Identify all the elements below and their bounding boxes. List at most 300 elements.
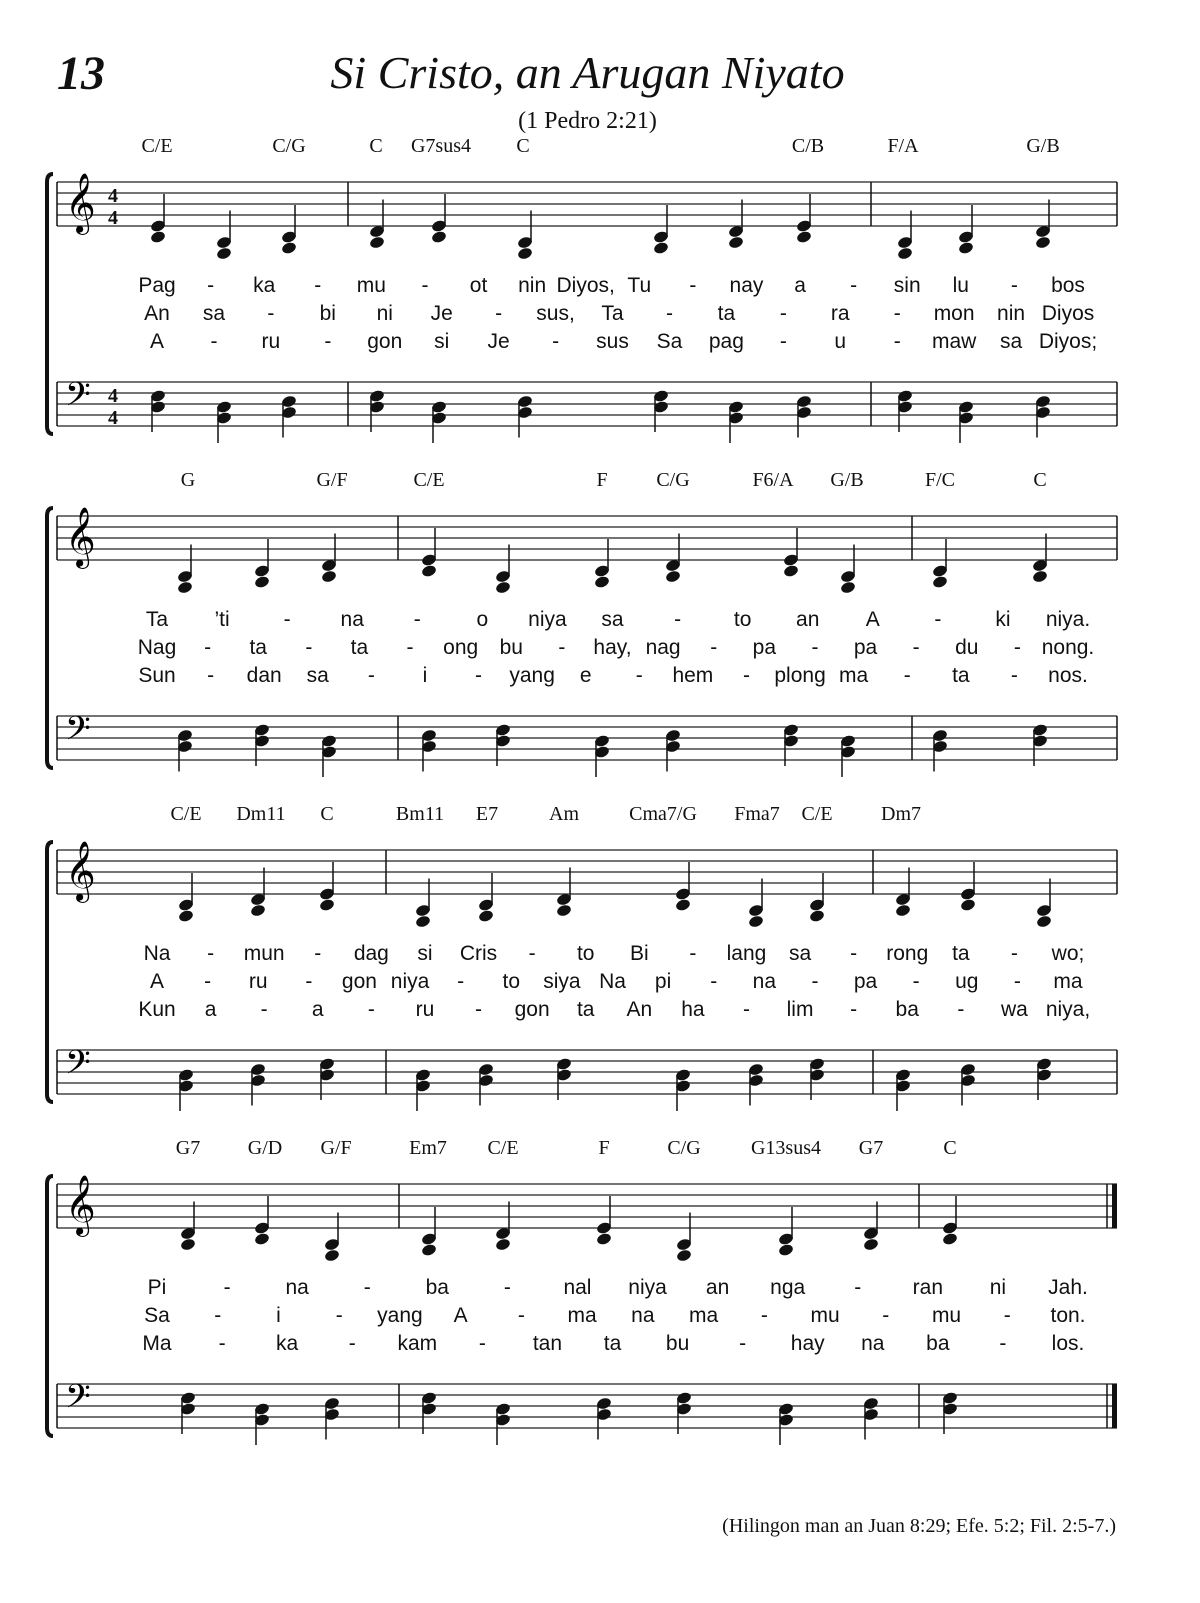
lyric-hyphen: - bbox=[934, 608, 942, 631]
lyric-hyphen: - bbox=[854, 1276, 862, 1299]
lyric-syllable: ka bbox=[253, 274, 276, 297]
lyric-syllable: ru bbox=[415, 998, 435, 1021]
chord-symbol: Em7 bbox=[409, 1137, 447, 1159]
note-head bbox=[478, 909, 495, 923]
lyric-syllable: ma bbox=[689, 1304, 719, 1327]
chord-symbol: F/C bbox=[924, 469, 956, 491]
lyric-syllable: niya. bbox=[1045, 608, 1091, 631]
lyric-hyphen: - bbox=[689, 942, 697, 965]
lyric-syllable: ha bbox=[681, 998, 705, 1021]
lyric-syllable: bu bbox=[665, 1332, 690, 1355]
lyric-syllable: pa bbox=[752, 636, 777, 659]
note-head bbox=[675, 898, 692, 912]
chord-symbol: E7 bbox=[475, 803, 499, 825]
note-head bbox=[254, 575, 271, 589]
lyric-syllable: gon bbox=[514, 998, 550, 1021]
note-head bbox=[942, 1232, 959, 1246]
lyric-hyphen: - bbox=[475, 664, 483, 687]
lyric-syllable: ta bbox=[952, 942, 970, 965]
lyric-syllable: Jah. bbox=[1048, 1276, 1088, 1299]
note-head bbox=[1032, 569, 1049, 583]
note-head bbox=[495, 580, 512, 594]
lyric-syllable: ot bbox=[469, 274, 488, 297]
lyric-syllable: Ta bbox=[601, 302, 624, 325]
chord-symbol: G7sus4 bbox=[410, 135, 472, 157]
lyric-hyphen: - bbox=[207, 274, 215, 297]
lyric-hyphen: - bbox=[893, 302, 901, 325]
note-head bbox=[369, 235, 386, 249]
lyric-syllable: a bbox=[204, 998, 217, 1021]
lyric-syllable: nal bbox=[563, 1276, 592, 1299]
lyric-syllable: Diyos bbox=[1041, 302, 1095, 325]
lyric-syllable: yang bbox=[509, 664, 555, 687]
note-head bbox=[250, 903, 267, 917]
lyric-syllable: Na bbox=[599, 970, 626, 993]
treble-clef-icon: 𝄞 bbox=[65, 175, 96, 232]
lyric-syllable: ta bbox=[717, 302, 736, 325]
lyric-syllable: nay bbox=[729, 274, 764, 297]
lyric-hyphen: - bbox=[207, 664, 215, 687]
system-bracket bbox=[47, 842, 53, 1102]
lyric-hyphen: - bbox=[710, 970, 718, 993]
chord-symbol: C/B bbox=[791, 135, 825, 157]
lyric-syllable: dan bbox=[246, 664, 282, 687]
lyric-syllable: e bbox=[579, 664, 592, 687]
lyric-hyphen: - bbox=[850, 274, 858, 297]
lyric-hyphen: - bbox=[893, 330, 901, 353]
lyric-syllable: Pi bbox=[147, 1276, 167, 1299]
system-bracket bbox=[47, 1176, 53, 1436]
lyric-hyphen: - bbox=[1010, 664, 1018, 687]
lyric-hyphen: - bbox=[811, 636, 819, 659]
lyric-syllable: du bbox=[955, 636, 979, 659]
lyric-syllable: tan bbox=[532, 1332, 563, 1355]
lyric-hyphen: - bbox=[503, 1276, 511, 1299]
lyric-syllable: nin bbox=[518, 274, 547, 297]
note-head bbox=[517, 246, 534, 260]
lyric-syllable: mu bbox=[356, 274, 386, 297]
chord-symbol: G/F bbox=[320, 1137, 352, 1159]
lyric-syllable: siya bbox=[543, 970, 581, 993]
lyric-syllable: Sun bbox=[138, 664, 176, 687]
lyric-syllable: to bbox=[576, 942, 595, 965]
lyric-syllable: sa bbox=[788, 942, 812, 965]
lyric-syllable: hay bbox=[790, 1332, 825, 1355]
lyric-syllable: Sa bbox=[144, 1304, 170, 1327]
note-head bbox=[431, 230, 448, 244]
note-head bbox=[1035, 235, 1052, 249]
lyric-syllable: los. bbox=[1051, 1332, 1085, 1355]
note-head bbox=[748, 914, 765, 928]
lyric-syllable: sus, bbox=[536, 302, 575, 325]
lyric-syllable: pag bbox=[708, 330, 744, 353]
lyric-syllable: ba bbox=[895, 998, 919, 1021]
lyric-syllable: nga bbox=[770, 1276, 806, 1299]
lyric-hyphen: - bbox=[314, 942, 322, 965]
treble-clef-icon: 𝄞 bbox=[65, 1177, 96, 1234]
lyric-syllable: An bbox=[626, 998, 653, 1021]
lyric-hyphen: - bbox=[742, 664, 750, 687]
note-head bbox=[728, 235, 745, 249]
bass-clef-icon: 𝄢 bbox=[65, 1378, 91, 1423]
lyric-hyphen: - bbox=[413, 608, 421, 631]
lyric-hyphen: - bbox=[558, 636, 566, 659]
note-head bbox=[653, 241, 670, 255]
lyric-syllable: lu bbox=[952, 274, 970, 297]
lyric-syllable: nag bbox=[645, 636, 681, 659]
lyric-hyphen: - bbox=[665, 302, 673, 325]
chord-symbol: G7 bbox=[858, 1137, 884, 1159]
note-head bbox=[324, 1248, 341, 1262]
lyric-syllable: ton. bbox=[1050, 1304, 1086, 1327]
lyric-syllable: na bbox=[340, 608, 364, 631]
lyric-hyphen: - bbox=[674, 608, 682, 631]
lyric-syllable: A bbox=[453, 1304, 468, 1327]
lyric-syllable: mon bbox=[933, 302, 975, 325]
lyric-syllable: ta bbox=[603, 1332, 622, 1355]
lyric-syllable: hay, bbox=[593, 636, 632, 659]
note-head bbox=[778, 1243, 795, 1257]
note-head bbox=[321, 569, 338, 583]
lyric-syllable: nos. bbox=[1048, 664, 1088, 687]
note-head bbox=[796, 230, 813, 244]
lyric-hyphen: - bbox=[957, 998, 965, 1021]
lyric-hyphen: - bbox=[267, 302, 275, 325]
lyric-hyphen: - bbox=[367, 664, 375, 687]
lyric-hyphen: - bbox=[552, 330, 560, 353]
lyric-hyphen: - bbox=[335, 1304, 343, 1327]
lyric-hyphen: - bbox=[495, 302, 503, 325]
lyric-hyphen: - bbox=[850, 998, 858, 1021]
lyric-hyphen: - bbox=[457, 970, 465, 993]
bass-clef-icon: 𝄢 bbox=[65, 710, 91, 755]
lyric-syllable: Nag bbox=[137, 636, 177, 659]
lyric-syllable: kam bbox=[397, 1332, 438, 1355]
chord-symbol: G7 bbox=[175, 1137, 201, 1159]
lyric-hyphen: - bbox=[348, 1332, 356, 1355]
lyric-syllable: A bbox=[865, 608, 880, 631]
system-bracket bbox=[47, 508, 53, 768]
lyric-hyphen: - bbox=[283, 608, 291, 631]
lyric-hyphen: - bbox=[305, 970, 313, 993]
lyric-syllable: na bbox=[285, 1276, 309, 1299]
note-head bbox=[216, 246, 233, 260]
note-head bbox=[180, 1237, 197, 1251]
chord-symbol: G/D bbox=[247, 1137, 283, 1159]
chord-symbol: C/E bbox=[801, 803, 833, 825]
chord-symbol: Bm11 bbox=[395, 803, 445, 825]
lyric-hyphen: - bbox=[760, 1304, 768, 1327]
chord-symbol: F bbox=[596, 469, 608, 491]
lyric-syllable: ’ti bbox=[214, 608, 230, 631]
system-bracket bbox=[47, 174, 53, 434]
lyric-syllable: sin bbox=[893, 274, 921, 297]
final-barline-thick bbox=[1112, 1184, 1117, 1228]
lyric-syllable: i bbox=[276, 1304, 281, 1327]
lyric-hyphen: - bbox=[305, 636, 313, 659]
lyric-syllable: sa bbox=[202, 302, 226, 325]
chord-symbol: C/E bbox=[141, 135, 173, 157]
lyric-hyphen: - bbox=[912, 970, 920, 993]
note-head bbox=[178, 909, 195, 923]
lyric-syllable: maw bbox=[931, 330, 977, 353]
lyric-syllable: ni bbox=[989, 1276, 1007, 1299]
time-signature-top: 4 bbox=[108, 385, 118, 407]
note-head bbox=[958, 241, 975, 255]
lyric-syllable: ran bbox=[912, 1276, 944, 1299]
lyric-hyphen: - bbox=[739, 1332, 747, 1355]
lyric-hyphen: - bbox=[779, 302, 787, 325]
lyric-hyphen: - bbox=[779, 330, 787, 353]
lyric-syllable: an bbox=[796, 608, 820, 631]
treble-clef-icon: 𝄞 bbox=[65, 843, 96, 900]
lyric-syllable: bu bbox=[499, 636, 523, 659]
chord-symbol: F6/A bbox=[752, 469, 794, 491]
lyric-syllable: u bbox=[834, 330, 847, 353]
lyric-syllable: nong. bbox=[1041, 636, 1095, 659]
note-head bbox=[809, 909, 826, 923]
lyric-syllable: A bbox=[149, 970, 165, 993]
chord-symbol: G/B bbox=[830, 469, 864, 491]
lyric-hyphen: - bbox=[367, 998, 375, 1021]
note-head bbox=[281, 241, 298, 255]
lyric-hyphen: - bbox=[406, 636, 414, 659]
lyric-syllable: Bi bbox=[629, 942, 649, 965]
lyric-syllable: ra bbox=[830, 302, 850, 325]
lyric-syllable: A bbox=[149, 330, 165, 353]
lyric-syllable: sa bbox=[999, 330, 1023, 353]
treble-clef-icon: 𝄞 bbox=[65, 509, 96, 566]
lyric-syllable: Je bbox=[487, 330, 510, 353]
lyric-syllable: o bbox=[476, 608, 489, 631]
chord-symbol: C/E bbox=[413, 469, 445, 491]
note-head bbox=[596, 1232, 613, 1246]
note-head bbox=[594, 575, 611, 589]
lyric-syllable: Sa bbox=[656, 330, 683, 353]
lyric-hyphen: - bbox=[207, 942, 215, 965]
lyric-syllable: Kun bbox=[138, 998, 176, 1021]
chord-symbol: C bbox=[1033, 469, 1047, 491]
note-head bbox=[177, 580, 194, 594]
note-head bbox=[421, 564, 438, 578]
chord-symbol: F/A bbox=[887, 135, 919, 157]
lyric-hyphen: - bbox=[218, 1332, 226, 1355]
lyric-syllable: ma bbox=[839, 664, 869, 687]
lyric-hyphen: - bbox=[475, 998, 483, 1021]
note-head bbox=[665, 569, 682, 583]
lyric-syllable: pa bbox=[853, 970, 878, 993]
lyric-hyphen: - bbox=[1003, 1304, 1011, 1327]
lyric-hyphen: - bbox=[689, 274, 697, 297]
chord-symbol: C bbox=[320, 803, 334, 825]
lyric-syllable: ka bbox=[276, 1332, 299, 1355]
lyric-syllable: a bbox=[794, 274, 806, 297]
chord-symbol: G bbox=[180, 469, 196, 491]
lyric-hyphen: - bbox=[260, 998, 268, 1021]
hymn-number: 13 bbox=[57, 47, 105, 100]
lyric-hyphen: - bbox=[635, 664, 643, 687]
lyric-syllable: na bbox=[861, 1332, 885, 1355]
lyric-syllable: Diyos, bbox=[556, 274, 615, 297]
chord-symbol: C/E bbox=[170, 803, 202, 825]
time-signature-bottom: 4 bbox=[108, 407, 118, 429]
time-signature-top: 4 bbox=[108, 185, 118, 207]
note-head bbox=[556, 903, 573, 917]
lyric-syllable: ba bbox=[926, 1332, 950, 1355]
lyric-hyphen: - bbox=[421, 274, 429, 297]
note-head bbox=[1036, 914, 1053, 928]
lyric-syllable: mun bbox=[243, 942, 285, 965]
lyric-syllable: i bbox=[422, 664, 428, 687]
lyric-syllable: Je bbox=[430, 302, 453, 325]
chord-symbol: C/G bbox=[656, 469, 690, 491]
lyric-syllable: ta bbox=[249, 636, 267, 659]
lyric-syllable: yang bbox=[377, 1304, 423, 1327]
chord-symbol: Dm7 bbox=[881, 803, 921, 825]
hymn-title: Si Cristo, an Arugan Niyato bbox=[330, 47, 845, 98]
chord-symbol: G/B bbox=[1026, 135, 1060, 157]
lyric-syllable: to bbox=[733, 608, 752, 631]
lyric-syllable: ta bbox=[350, 636, 369, 659]
lyric-syllable: lim bbox=[786, 998, 814, 1021]
scripture-reference: (1 Pedro 2:21) bbox=[518, 108, 657, 134]
lyric-syllable: ug bbox=[955, 970, 979, 993]
note-head bbox=[415, 914, 432, 928]
lyric-syllable: ma bbox=[1053, 970, 1083, 993]
note-head bbox=[840, 580, 857, 594]
note-head bbox=[783, 564, 800, 578]
lyric-hyphen: - bbox=[912, 636, 920, 659]
lyric-hyphen: - bbox=[1013, 636, 1021, 659]
lyric-hyphen: - bbox=[710, 636, 718, 659]
lyric-syllable: sa bbox=[306, 664, 329, 687]
lyric-syllable: plong bbox=[774, 664, 826, 687]
note-head bbox=[895, 903, 912, 917]
note-head bbox=[932, 575, 949, 589]
note-head bbox=[960, 898, 977, 912]
note-head bbox=[495, 1237, 512, 1251]
chord-symbol: C/G bbox=[667, 1137, 701, 1159]
lyric-syllable: bos bbox=[1051, 274, 1085, 297]
note-head bbox=[150, 230, 167, 244]
lyric-syllable: niya bbox=[528, 608, 567, 631]
lyric-hyphen: - bbox=[210, 330, 218, 353]
note-head bbox=[897, 246, 914, 260]
final-barline-thick bbox=[1112, 1384, 1117, 1428]
lyric-syllable: niya bbox=[390, 970, 430, 993]
lyric-syllable: mu bbox=[810, 1304, 840, 1327]
lyric-syllable: nin bbox=[997, 302, 1026, 325]
lyric-syllable: hem bbox=[672, 664, 714, 687]
note-head bbox=[319, 898, 336, 912]
lyric-hyphen: - bbox=[903, 664, 911, 687]
lyric-hyphen: - bbox=[1010, 274, 1018, 297]
time-signature-bottom: 4 bbox=[108, 207, 118, 229]
lyric-syllable: Cris bbox=[459, 942, 498, 965]
chord-symbol: G13sus4 bbox=[750, 1137, 822, 1159]
lyric-hyphen: - bbox=[528, 942, 536, 965]
lyric-syllable: Ma bbox=[142, 1332, 172, 1355]
lyric-syllable: na bbox=[631, 1304, 655, 1327]
chord-symbol: C/E bbox=[487, 1137, 519, 1159]
lyric-hyphen: - bbox=[1013, 970, 1021, 993]
lyric-syllable: ma bbox=[567, 1304, 597, 1327]
lyric-syllable: niya, bbox=[1045, 998, 1091, 1021]
lyric-syllable: gon bbox=[367, 330, 403, 353]
lyric-hyphen: - bbox=[204, 636, 212, 659]
lyric-hyphen: - bbox=[882, 1304, 890, 1327]
lyric-syllable: bi bbox=[319, 302, 336, 325]
chord-symbol: Am bbox=[549, 803, 579, 825]
lyric-syllable: Tu bbox=[627, 274, 652, 297]
lyric-syllable: ta bbox=[952, 664, 970, 687]
lyric-syllable: ba bbox=[425, 1276, 449, 1299]
lyric-hyphen: - bbox=[742, 998, 750, 1021]
note-head bbox=[863, 1237, 880, 1251]
bass-clef-icon: 𝄢 bbox=[65, 376, 91, 421]
note-head bbox=[676, 1248, 693, 1262]
footnote-references: (Hilingon man an Juan 8:29; Efe. 5:2; Fil. 2:5-7.) bbox=[722, 1515, 1116, 1537]
lyric-syllable: ong bbox=[443, 636, 479, 659]
lyric-syllable: pa bbox=[853, 636, 878, 659]
lyric-hyphen: - bbox=[204, 970, 212, 993]
lyric-hyphen: - bbox=[324, 330, 332, 353]
lyric-syllable: a bbox=[311, 998, 324, 1021]
lyric-syllable: si bbox=[434, 330, 450, 353]
lyric-hyphen: - bbox=[1010, 942, 1018, 965]
lyric-syllable: dag bbox=[353, 942, 389, 965]
chord-symbol: F bbox=[598, 1137, 610, 1159]
chord-symbol: G/F bbox=[316, 469, 348, 491]
lyric-syllable: sa bbox=[601, 608, 624, 631]
note-head bbox=[421, 1243, 438, 1257]
chord-symbol: Cma7/G bbox=[629, 803, 697, 825]
lyric-syllable: Pag bbox=[138, 274, 176, 297]
lyric-syllable: An bbox=[144, 302, 170, 325]
lyric-syllable: lang bbox=[726, 942, 767, 965]
chord-symbol: C bbox=[369, 135, 383, 157]
lyric-syllable: rong bbox=[886, 942, 929, 965]
lyric-syllable: to bbox=[502, 970, 521, 993]
lyric-hyphen: - bbox=[223, 1276, 231, 1299]
lyric-syllable: sus bbox=[596, 330, 629, 353]
lyric-syllable: Diyos; bbox=[1038, 330, 1098, 353]
lyric-hyphen: - bbox=[850, 942, 858, 965]
lyric-syllable: Na bbox=[143, 942, 171, 965]
lyric-syllable: gon bbox=[341, 970, 377, 993]
bass-clef-icon: 𝄢 bbox=[65, 1044, 91, 1089]
lyric-syllable: ta bbox=[576, 998, 595, 1021]
chord-symbol: Fma7 bbox=[734, 803, 780, 825]
chord-symbol: C/G bbox=[272, 135, 306, 157]
lyric-syllable: ki bbox=[995, 608, 1011, 631]
lyric-hyphen: - bbox=[811, 970, 819, 993]
chord-symbol: Dm11 bbox=[236, 803, 286, 825]
lyric-syllable: niya bbox=[628, 1276, 667, 1299]
lyric-syllable: ru bbox=[248, 970, 268, 993]
lyric-hyphen: - bbox=[363, 1276, 371, 1299]
lyric-syllable: ni bbox=[376, 302, 393, 325]
lyric-syllable: ru bbox=[261, 330, 281, 353]
lyric-hyphen: - bbox=[478, 1332, 486, 1355]
lyric-hyphen: - bbox=[999, 1332, 1007, 1355]
lyric-syllable: mu bbox=[931, 1304, 962, 1327]
lyric-syllable: wo; bbox=[1051, 942, 1085, 965]
chord-symbol: C bbox=[516, 135, 530, 157]
lyric-syllable: an bbox=[705, 1276, 730, 1299]
chord-symbol: C bbox=[943, 1137, 957, 1159]
lyric-syllable: na bbox=[752, 970, 777, 993]
